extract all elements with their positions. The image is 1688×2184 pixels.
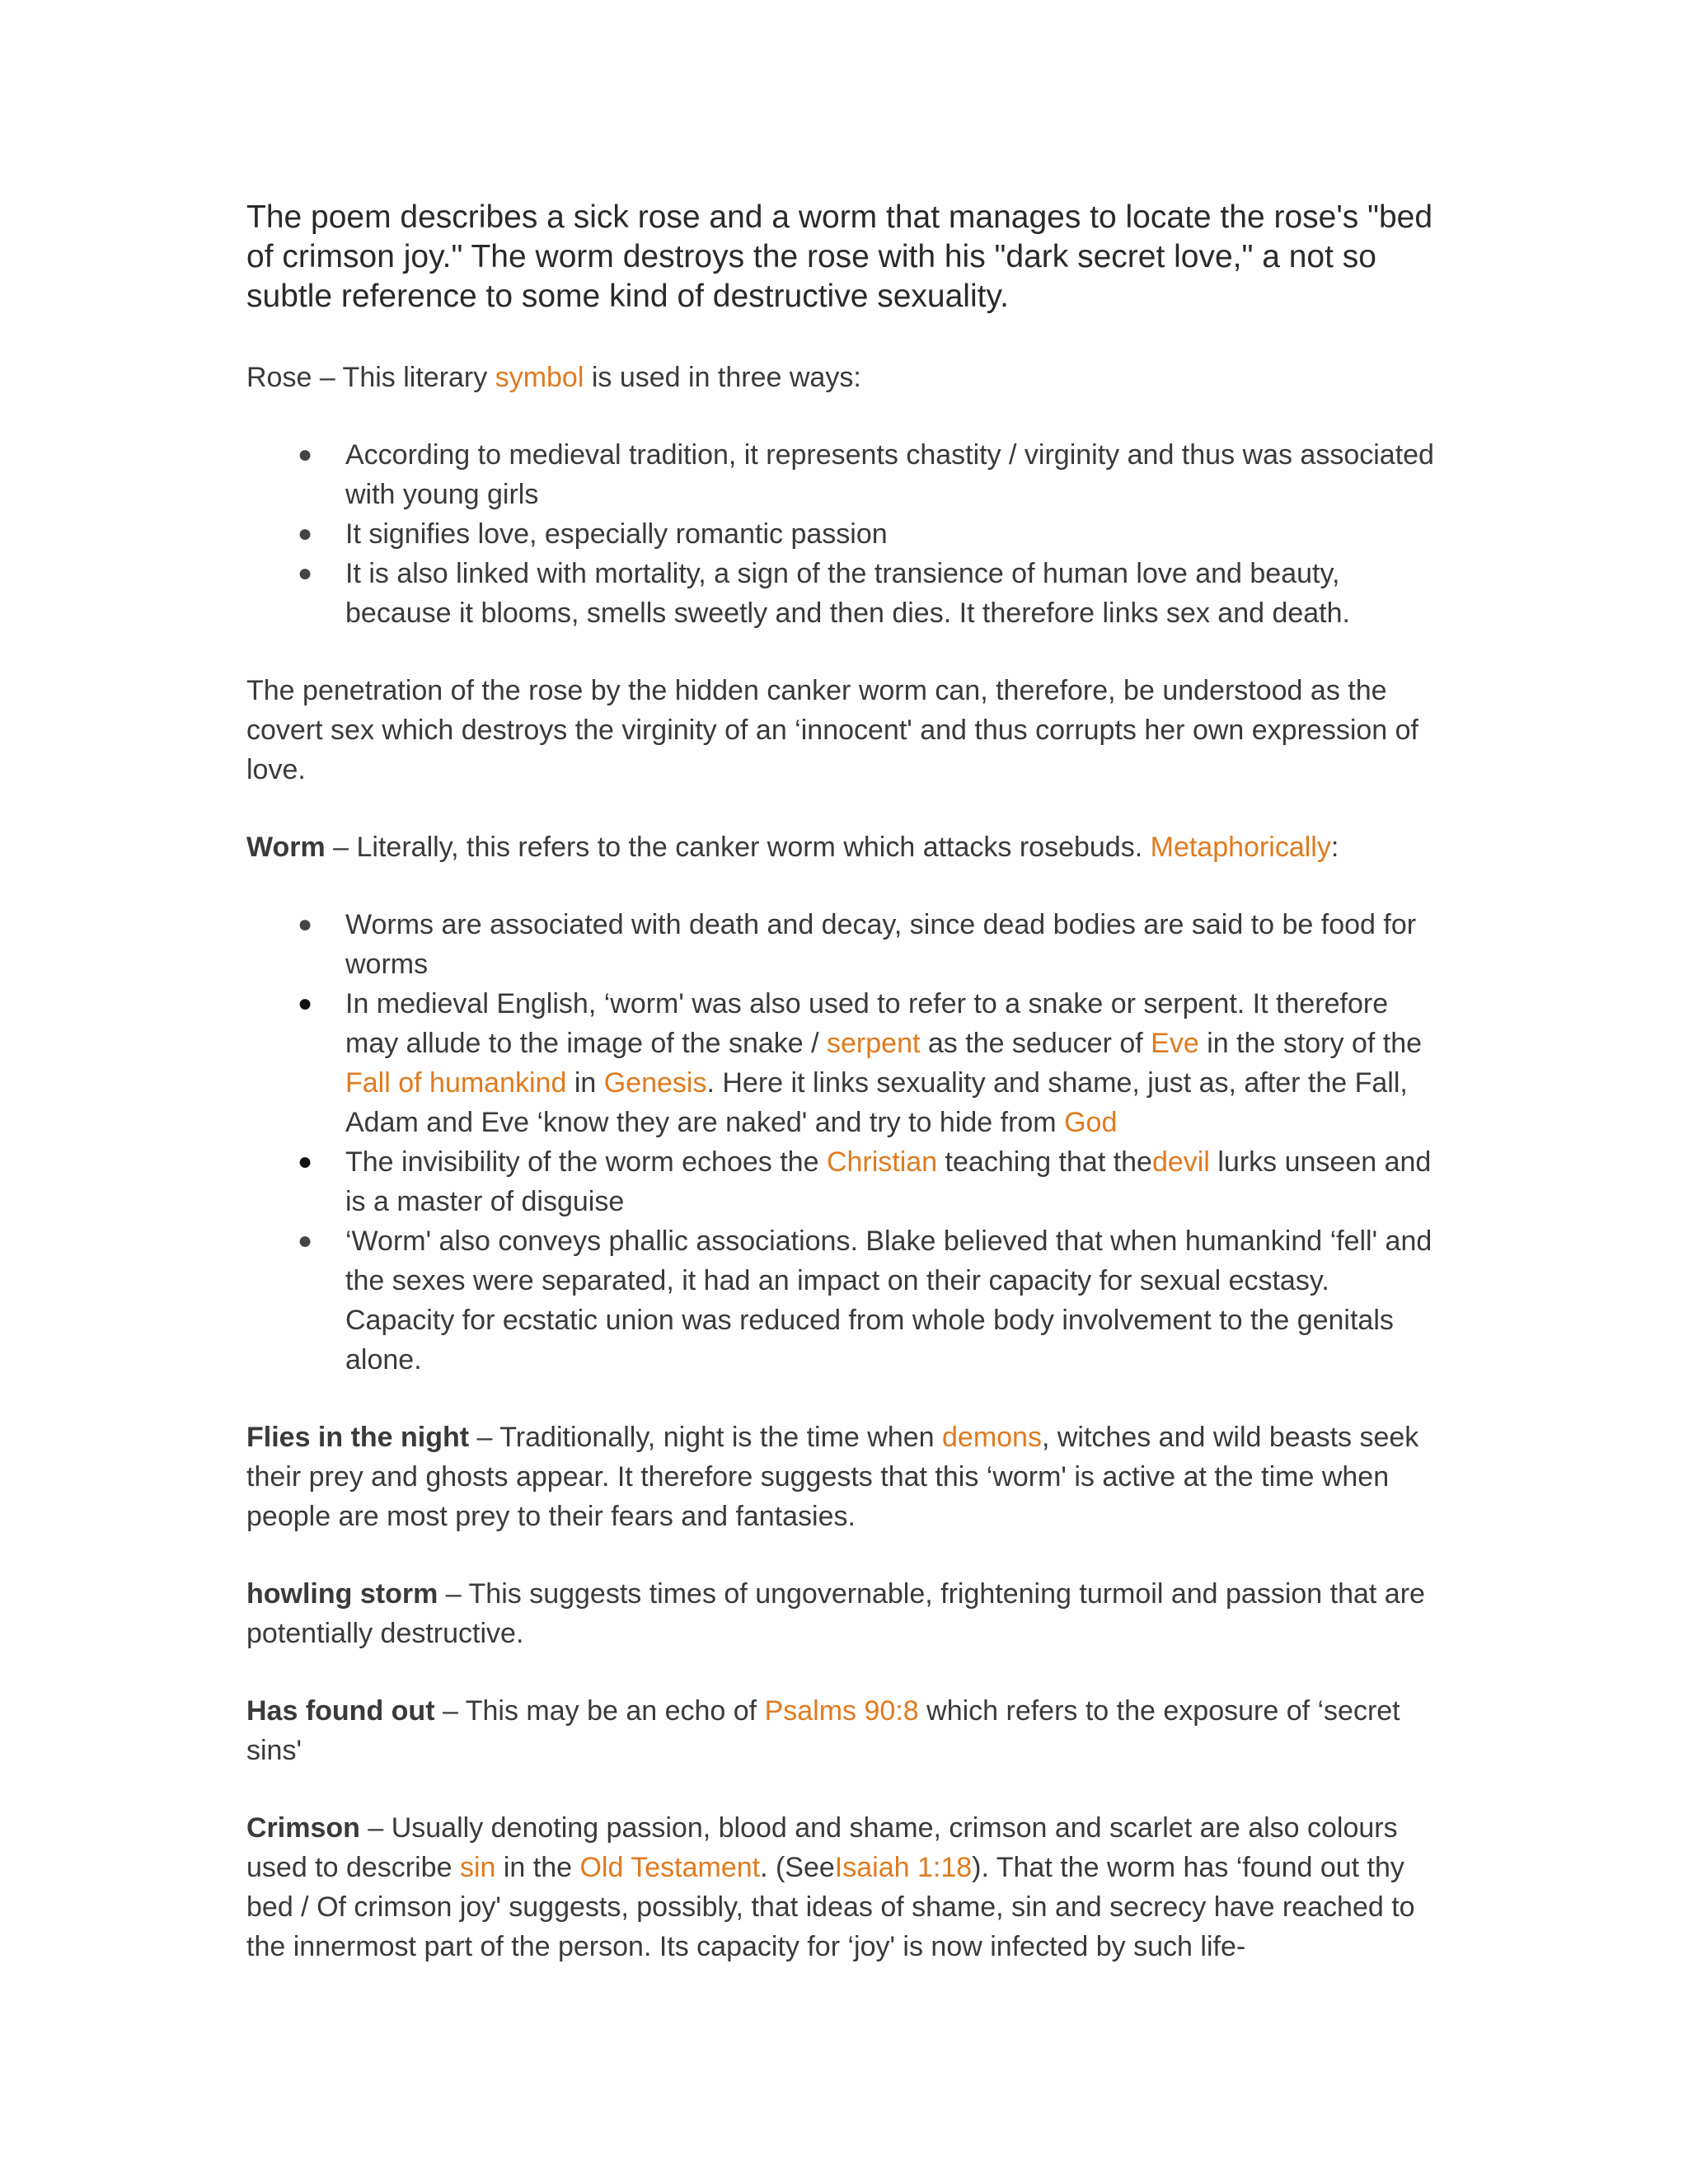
link-god[interactable]: God xyxy=(1064,1107,1118,1138)
text: as the seducer of xyxy=(920,1028,1151,1059)
list-item xyxy=(298,1221,1442,1380)
text: ‘Worm' also conveys phallic associations. Blake believed that when humankind ‘fell' and the sexes were separated, it had an impact on their capacity for sexual ecstasy. Capacity for ecstatic union was reduced from whole body involvement to the genitals alone. xyxy=(345,1226,1432,1376)
text: The invisibility of the worm echoes the xyxy=(345,1146,827,1178)
text: , witches and wild beasts seek their prey and ghosts appear. It therefore suggests that this ‘worm' is active at the time when people are most prey to their fears and fantasies. xyxy=(246,1422,1419,1532)
penetration-paragraph: The penetration of the rose by the hidden canker worm can, therefore, be understood as the covert sex which destroys the virginity of an ‘innocent' and thus corrupts her own expression of love. xyxy=(246,675,1418,785)
text: ). That the worm has ‘found out thy bed / Of crimson joy' suggests, possibly, that ideas of shame, sin and secrecy have reached to the innermost part of the person. Its capacity for ‘joy' is now infected by such life- xyxy=(246,1852,1415,1962)
text: in xyxy=(566,1067,604,1099)
list-item xyxy=(298,1142,1442,1221)
text: – Literally, this refers to the canker worm which attacks rosebuds. xyxy=(325,832,1151,863)
bullet-icon: ● xyxy=(298,911,313,938)
term-worm: Worm xyxy=(246,832,326,863)
flies-paragraph xyxy=(246,1418,1442,1536)
bullet-icon: ● xyxy=(298,990,313,1017)
text: Worms are associated with death and decay, since dead bodies are said to be food for worms xyxy=(345,909,1417,980)
worm-heading-paragraph xyxy=(246,827,1442,867)
rose-bullet-list xyxy=(246,435,1442,633)
link-isaiah[interactable]: Isaiah 1:18 xyxy=(834,1852,973,1883)
link-demons[interactable]: demons xyxy=(942,1422,1042,1453)
list-item xyxy=(298,905,1442,984)
text: in the xyxy=(495,1852,580,1883)
text: – This may be an echo of xyxy=(434,1695,765,1727)
term-crimson: Crimson xyxy=(246,1812,360,1844)
term-has-found-out: Has found out xyxy=(246,1695,435,1727)
text: Rose – This literary xyxy=(246,362,495,393)
text: – This suggests times of ungovernable, frightening turmoil and passion that are potentially destructive. xyxy=(246,1578,1425,1649)
text: – Traditionally, night is the time when xyxy=(469,1422,942,1453)
bullet-icon: ● xyxy=(298,560,313,587)
link-symbol[interactable]: symbol xyxy=(495,362,584,393)
link-psalms[interactable]: Psalms 90:8 xyxy=(764,1695,919,1727)
link-eve[interactable]: Eve xyxy=(1151,1028,1199,1059)
list-item xyxy=(298,984,1442,1142)
text: is used in three ways: xyxy=(584,362,861,393)
storm-paragraph xyxy=(246,1574,1442,1653)
text: lurks unseen and is a master of disguise xyxy=(345,1146,1432,1217)
list-item xyxy=(298,435,1442,514)
crimson-paragraph xyxy=(246,1808,1442,1966)
document-page xyxy=(246,198,1442,2004)
text: It is also linked with mortality, a sign of the transience of human love and beauty, because it blooms, smells sweetly and then dies. It therefore links sex and death. xyxy=(345,558,1350,629)
term-flies-in-the-night: Flies in the night xyxy=(246,1422,470,1453)
intro-paragraph: The poem describes a sick rose and a worm that manages to locate the rose's "bed of crimson joy." The worm destroys the rose with his "dark secret love," a not so subtle reference to some kind of destructive sexuality. xyxy=(246,199,1433,314)
link-christian[interactable]: Christian xyxy=(826,1146,938,1178)
link-sin[interactable]: sin xyxy=(459,1852,496,1883)
text: which refers to the exposure of ‘secret sins' xyxy=(246,1695,1400,1766)
text: It signifies love, especially romantic passion xyxy=(345,518,888,550)
list-item xyxy=(298,514,1442,554)
text: – Usually denoting passion, blood and shame, crimson and scarlet are also colours used to describe xyxy=(246,1812,1398,1883)
text: : xyxy=(1330,832,1339,863)
text: teaching that the xyxy=(937,1146,1152,1178)
text: In medieval English, ‘worm' was also used to refer to a snake or serpent. It therefore may allude to the image of the snake / xyxy=(345,988,1389,1059)
text: . Here it links sexuality and shame, just as, after the Fall, Adam and Eve ‘know they are naked' and try to hide from xyxy=(345,1067,1408,1138)
bullet-icon: ● xyxy=(298,441,313,468)
text: . (See xyxy=(760,1852,835,1883)
link-metaphorically[interactable]: Metaphorically xyxy=(1150,832,1331,863)
link-fall-of-humankind[interactable]: Fall of humankind xyxy=(345,1067,567,1099)
worm-bullet-list xyxy=(246,905,1442,1380)
found-out-paragraph xyxy=(246,1691,1442,1770)
link-serpent[interactable]: serpent xyxy=(827,1028,921,1059)
bullet-icon: ● xyxy=(298,520,313,547)
bullet-icon: ● xyxy=(298,1227,313,1254)
link-genesis[interactable]: Genesis xyxy=(603,1067,707,1099)
text: According to medieval tradition, it represents chastity / virginity and thus was associated with young girls xyxy=(345,439,1434,510)
link-devil[interactable]: devil xyxy=(1151,1146,1210,1178)
bullet-icon: ● xyxy=(298,1148,313,1175)
rose-heading-paragraph xyxy=(246,358,1442,397)
text: in the story of the xyxy=(1198,1028,1423,1059)
link-old-testament[interactable]: Old Testament xyxy=(579,1852,761,1883)
term-howling-storm: howling storm xyxy=(246,1578,438,1610)
list-item xyxy=(298,554,1442,633)
